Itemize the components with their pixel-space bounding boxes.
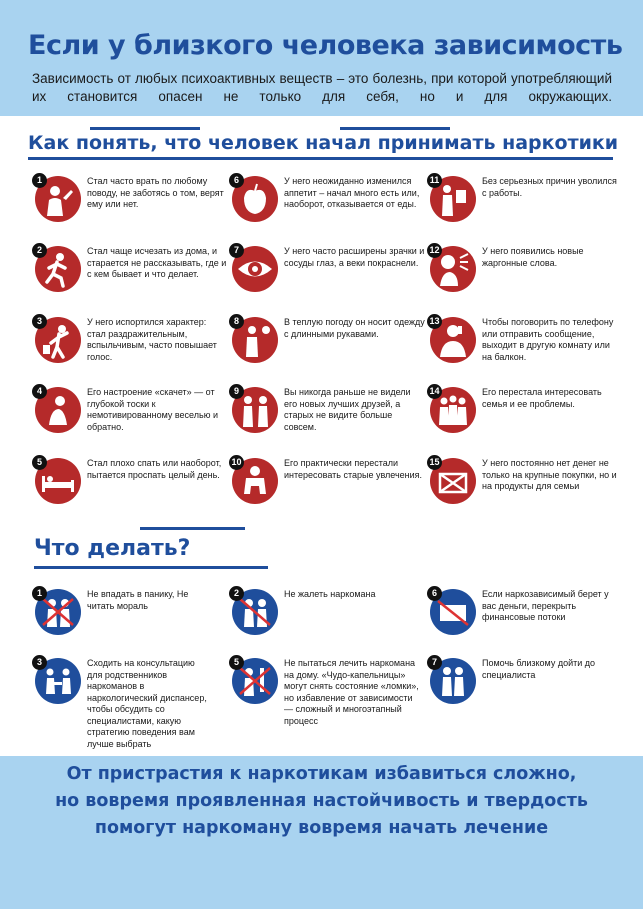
item-number: 9	[229, 384, 244, 399]
sign-item	[430, 176, 620, 234]
item-number: 11	[427, 173, 442, 188]
item-number: 7	[427, 655, 442, 670]
item-text: Не пытаться лечить наркомана на дому. «Чудо-капельницы» могут снять состояние «ломки», но избавление от зависимости — сложный и многоэтапный процесс	[284, 658, 419, 726]
item-number: 3	[32, 655, 47, 670]
sign-item	[430, 387, 620, 445]
item-text: Чтобы поговорить по телефону или отправить сообщение, выходит в другую комнату или на балкон.	[482, 317, 614, 362]
item-text: Его настроение «скачет» — от глубокой тоски к немотивированному веселью и обратно.	[87, 387, 218, 432]
item-text: У него неожиданно изменился аппетит – начал много есть или, наоборот, отказывается от еды.	[284, 176, 420, 209]
action-item	[430, 589, 620, 647]
item-text: Без серьезных причин уволился с работы.	[482, 176, 617, 198]
footer-line: От пристрастия к наркотикам избавиться сложно,	[66, 764, 577, 784]
action-item	[232, 657, 422, 726]
item-number: 5	[32, 455, 47, 470]
item-text: Не впадать в панику, Не читать мораль	[87, 589, 189, 611]
item-text: Его практически перестали интересовать старые увлечения.	[284, 458, 423, 480]
footer-band	[0, 756, 643, 909]
item-text: Стал часто врать по любому поводу, не заботясь о том, верят ему или нет.	[87, 176, 224, 209]
item-text: Вы никогда раньше не видели его новых лучших друзей, а старых не видите больше совсем.	[284, 387, 411, 432]
item-text: Стал плохо спать или наоборот, пытается проспать целый день.	[87, 458, 222, 480]
item-number: 6	[229, 173, 244, 188]
sign-item	[35, 246, 225, 304]
item-number: 1	[32, 173, 47, 188]
item-text: Его перестала интересовать семья и ее проблемы.	[482, 387, 602, 409]
action-item	[35, 657, 225, 749]
header-band	[0, 0, 643, 116]
sign-item	[232, 245, 425, 304]
item-text: В теплую погоду он носит одежду с длинными рукавами.	[284, 317, 425, 339]
section-divider	[140, 527, 245, 530]
item-number: 6	[427, 586, 442, 601]
section-title-signs: Как понять, что человек начал принимать наркотики	[28, 132, 619, 154]
section-divider	[340, 127, 450, 130]
item-text: У него постоянно нет денег не только на крупные покупки, но и на продукты для семьи	[482, 458, 617, 491]
sign-item	[430, 317, 620, 375]
item-number: 2	[32, 243, 47, 258]
section-divider	[28, 157, 613, 160]
item-text: У него появились новые жаргонные слова.	[482, 246, 584, 268]
item-number: 15	[427, 455, 442, 470]
sign-item	[35, 458, 225, 516]
item-text: У него испортился характер: стал раздражительным, вспыльчивым, часто повышает голос.	[87, 317, 217, 362]
sign-item	[232, 176, 422, 234]
section-divider	[34, 566, 268, 569]
action-item	[232, 589, 422, 647]
item-number: 12	[427, 243, 442, 258]
item-number: 5	[229, 655, 244, 670]
item-number: 1	[32, 586, 47, 601]
item-number: 3	[32, 314, 47, 329]
sign-item	[430, 458, 620, 516]
footer-line: но вовремя проявленная настойчивость и твердость	[55, 791, 588, 811]
item-number: 8	[229, 314, 244, 329]
page-subtitle: Зависимость от любых психоактивных веществ – это болезнь, при которой употребляющий их становится опасен не только для себя, но и для окружающих.	[32, 71, 612, 104]
item-text: Помочь близкому дойти до специалиста	[482, 658, 596, 680]
item-text: Если наркозависимый берет у вас деньги, перекрыть финансовые потоки	[482, 589, 609, 622]
item-number: 2	[229, 586, 244, 601]
action-item	[35, 589, 225, 647]
item-number: 13	[427, 314, 442, 329]
item-text: Не жалеть наркомана	[284, 589, 376, 599]
item-text: Сходить на консультацию для родственников наркоманов в наркологический диспансер, чтобы обсудить со специалистами, какую стратегию поведения вам лучше выбрать	[87, 658, 207, 749]
sign-item	[232, 316, 425, 375]
sign-item	[232, 387, 422, 445]
sign-item	[35, 387, 225, 445]
sign-item	[35, 176, 225, 234]
item-number: 4	[32, 384, 47, 399]
section-title-actions: Что делать?	[34, 536, 191, 561]
section-divider	[90, 127, 200, 130]
sign-item	[232, 458, 422, 516]
item-text: У него часто расширены зрачки и сосуды глаз, а веки покраснели.	[284, 246, 425, 268]
item-number: 7	[229, 243, 244, 258]
action-item	[430, 658, 620, 716]
item-number: 10	[229, 455, 244, 470]
item-text: Стал чаще исчезать из дома, и старается не рассказывать, где и с кем бывает и что делает.	[87, 246, 227, 279]
footer-line: помогут наркоману вовремя начать лечение	[94, 818, 549, 838]
sign-item	[35, 317, 225, 375]
item-number: 14	[427, 384, 442, 399]
sign-item	[430, 246, 620, 304]
page-title: Если у близкого человека зависимость	[28, 30, 623, 61]
